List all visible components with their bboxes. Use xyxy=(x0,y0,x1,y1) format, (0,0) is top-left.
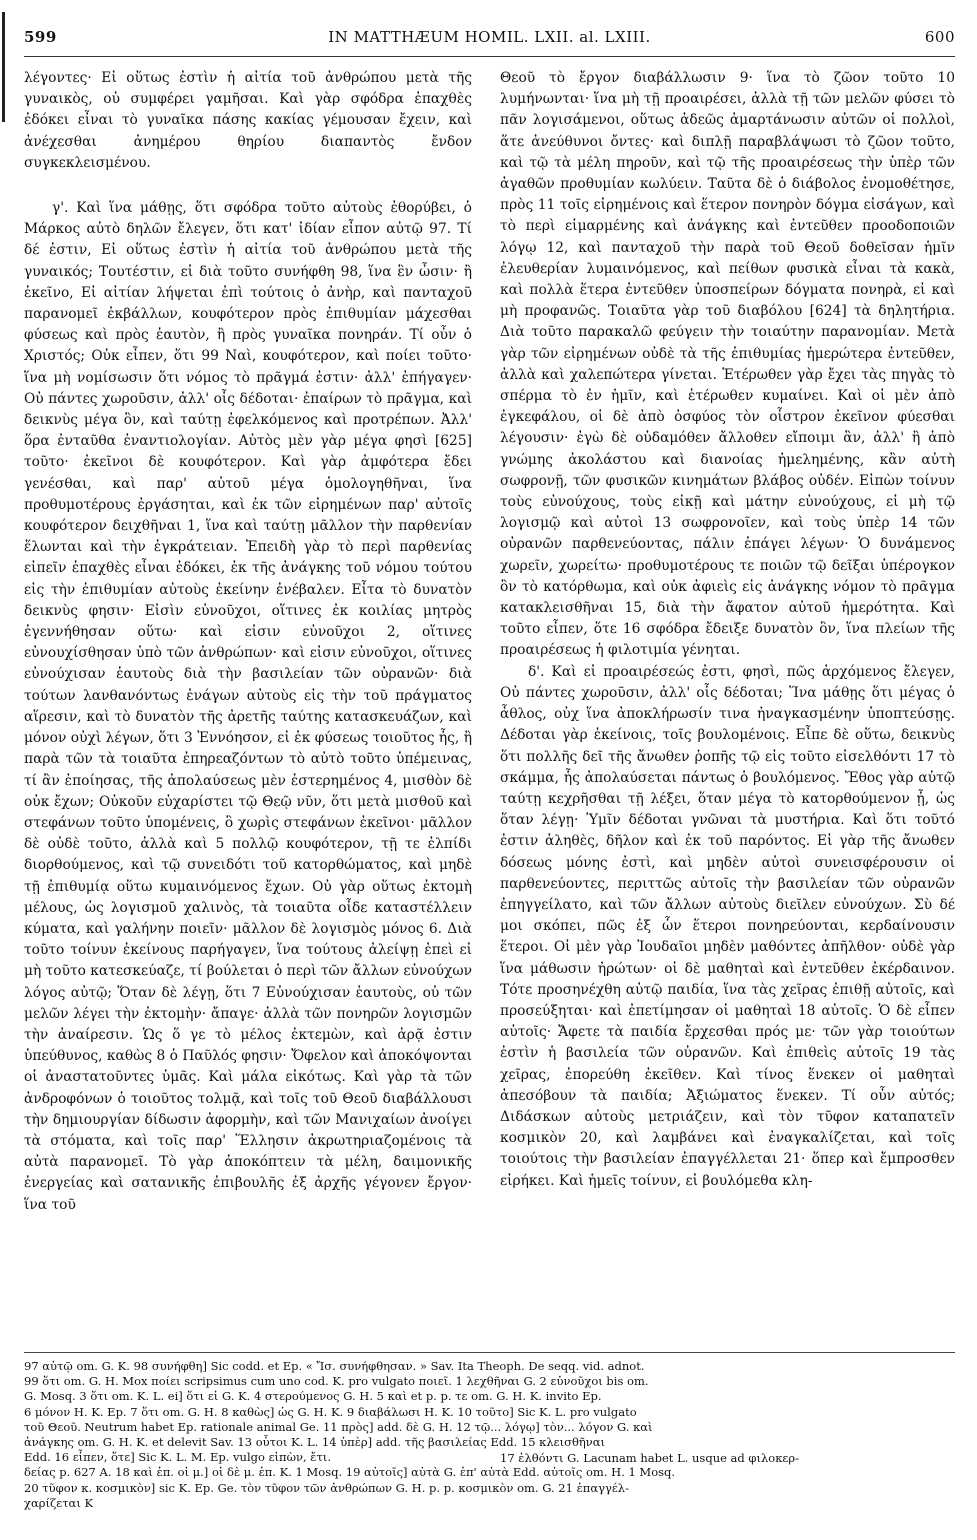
footnote-line: δείας p. 627 A. 18 καὶ ἐπ. οἱ μ.] οἱ δὲ μ. ἐπ. K. 1 Mosq. 19 αὐτοῖς] αὐτὰ G. ἐπ' αὐτὰ Edd. αὐτοῖς om. H. 1 Mosq. xyxy=(24,1465,676,1480)
running-header xyxy=(24,28,955,58)
footnote-line: ἀνάγκης om. G. H. K. et delevit Sav. 13 οὗτοι K. L. 14 ὑπὲρ] add. τῆς βασιλείας Edd. 15 κλεισθῆναι xyxy=(24,1435,606,1450)
footnote-line: τοῦ Θεοῦ. Neutrum habet Ep. rationale animal Ge. 11 πρὸς] add. δὲ G. H. 12 τῷ... λόγῳ] τὸν... λόγον G. καὶ xyxy=(24,1419,653,1434)
paragraph: Θεοῦ τὸ ἔργον διαβάλλωσιν 9· ἵνα τὸ ζῶον τοῦτο 10 λυμήνωνται· ἵνα μὴ τῇ προαιρέσει, ἀλλὰ τῇ τῶν μελῶν φύσει τὸ πᾶν λογισάμενοι, οὕτως ἀδεῶς ἁμαρτάνωσιν αὐτῶν οἱ πολλοὶ, ἅτε ἀνεύθυνοι ὄντες· καὶ διπλῇ παραβλάψωσι τὸ ζῶον τοῦτο, καὶ τῷ τὰ μέλη πηροῦν, καὶ τῷ τῆς προαιρέσεως τὴν ὑπὲρ τῶν ἀγαθῶν προθυμίαν κωλύειν. Ταῦτα δὲ ὁ διάβολος ἐνομοθέτησε, πρὸς 11 τοῖς εἰρημένοις καὶ ἕτερον πονηρὸν δόγμα εἰσάγων, καὶ τὸ περὶ εἱμαρμένης καὶ ἀνάγκης καὶ ἐντεῦθεν προοδοποιῶν λόγῳ 12, καὶ πανταχοῦ τὴν παρὰ τοῦ Θεοῦ δοθεῖσαν ἡμῖν ἐλευθερίαν λυμαινόμενος, καὶ πείθων φυσικὰ εἶναι τὰ κακὰ, καὶ πολλὰ ἕτερα ἐντεῦθεν ὑποσπείρων δόγματα πονηρὰ, εἰ καὶ μὴ προφανῶς. Τοιαῦτα γὰρ τοῦ διαβόλου [624] τὰ δηλητήρια. Διὰ τοῦτο παρακαλῶ φεύγειν τὴν τοιαύτην παρανομίαν. Μετὰ γὰρ τῶν εἰρημένων οὐδὲ τὰ τῆς ἐπιθυμίας ἡμερώτερα ἐντεῦθεν, ἀλλὰ καὶ χαλεπώτερα γίνεται. Ἑτέρωθεν γὰρ ἔχει τὰς πηγὰς τὸ σπέρμα τὸ ἐν ἡμῖν, καὶ ἑτέρωθεν κυμαίνει. Καὶ οἱ μὲν ἀπὸ ἐγκεφάλου, οἱ δὲ ἀπὸ ὀσφύος τὸν οἶστρον ἐκεῖνον φύεσθαι λέγουσιν· ἐγὼ δὲ οὐδαμόθεν ἄλλοθεν εἴποιμι ἂν, ἀλλ' ἢ ἀπὸ γνώμης ἀκολάστου καὶ διανοίας ἠμελημένης, κἂν αὐτὴ σωφρονῇ, τῶν φυσικῶν κινημάτων βλάβος οὐδέν. Εἰπὼν τοίνυν τοὺς εὐνούχους, τοὺς εἰκῇ καὶ μάτην εὐνούχους, εἰ μὴ τῷ λογισμῷ καὶ αὐτοὶ 13 σωφρονοῖεν, καὶ τοὺς ὑπὲρ 14 τῶν οὐρανῶν παρθενεύοντας, πάλιν ἐπάγει λέγων· Ὁ δυνάμενος χωρεῖν, χωρείτω· προθυμοτέρους τε ποιῶν τῷ δεῖξαι ὑπέρογκον ὂν τὸ κατόρθωμα, καὶ οὐκ ἀφιεὶς εἰς ἀνάγκης νόμον τὸ πρᾶγμα κατακλεισθῆναι 15, διὰ τὴν ἄφατον αὐτοῦ ἡμερότητα. Καὶ τοῦτο εἶπεν, ὅτε 16 σφόδρα ἔδειξε δυνατὸν ὂν, ἵνα πλείων τῆς προαιρέσεως ἡ φιλοτιμία γένηται. xyxy=(500,70,955,659)
footnotes xyxy=(24,1352,955,1537)
binding-edge xyxy=(2,12,5,122)
right-column xyxy=(500,68,955,1348)
header-rule xyxy=(24,56,955,57)
section-paragraph: δ'. Καὶ εἰ προαιρέσεώς ἐστι, φησὶ, πῶς ἀρχόμενος ἔλεγεν, Οὐ πάντες χωροῦσιν, ἀλλ' οἷς δέδοται; Ἵνα μάθῃς ὅτι μέγας ὁ ἆθλος, οὐχ ἵνα ἀποκλήρωσίν τινα ἠναγκασμένην ὑποπτεύσῃς. Δέδοται γὰρ ἐκείνοις, τοῖς βουλομένοις. Εἶπε δὲ οὕτω, δεικνὺς ὅτι πολλῆς δεῖ τῆς ἄνωθεν ῥοπῆς τῷ εἰς τοῦτο εἰσελθόντι 17 τὸ σκάμμα, ἧς ἀπολαύσεται πάντως ὁ βουλόμενος. Ἔθος γὰρ αὐτῷ ταύτῃ κεχρῆσθαι τῇ λέξει, ὅταν μέγα τὸ κατορθούμενον ᾖ, ὡς ὅταν λέγῃ· Ὑμῖν δέδοται γνῶναι τὰ μυστήρια. Καὶ ὅτι τοῦτό ἐστιν ἀληθὲς, δῆλον καὶ ἐκ τοῦ παρόντος. Εἰ γὰρ τῆς ἄνωθεν δόσεως μόνης ἐστὶ, καὶ μηδὲν αὐτοὶ συνεισφέρουσιν οἱ παρθενεύοντες, περιττῶς αὐτοῖς τὴν βασιλείαν τῶν οὐρανῶν ἐπηγγείλατο, καὶ τῶν ἄλλων αὐτοὺς διεῖλεν εὐνούχων. Σὺ δέ μοι σκόπει, πῶς ἐξ ὧν ἕτεροι πονηρεύονται, κερδαίνουσιν ἕτεροι. Οἱ μὲν γὰρ Ἰουδαῖοι μηδὲν μαθόντες ἀπῆλθον· οὐδὲ γὰρ ἵνα μάθωσιν ἠρώτων· οἱ δὲ μαθηταὶ καὶ ἐντεῦθεν ἐκέρδαινον. Τότε προσηνέχθη αὐτῷ παιδία, ἵνα τὰς χεῖρας ἐπιθῇ αὐτοῖς, καὶ προσεύξηται· καὶ ἐπετίμησαν οἱ μαθηταὶ 18 αὐτοῖς. Ὁ δὲ εἶπεν αὐτοῖς· Ἄφετε τὰ παιδία ἔρχεσθαι πρός με· τῶν γὰρ τοιούτων ἐστὶν ἡ βασιλεία τῶν οὐρανῶν. Καὶ ἐπιθεὶς αὐτοῖς 19 τὰς χεῖρας, ἐπορεύθη ἐκεῖθεν. Καὶ τίνος ἕνεκεν οἱ μαθηταὶ ἀπεσόβουν τὰ παιδία; Ἀξιώματος ἕνεκεν. Τί οὖν αὐτός; Διδάσκων αὐτοὺς μετριάζειν, καὶ τὸν τῦφον καταπατεῖν κοσμικὸν 20, καὶ λαμβάνει καὶ ἐναγκαλίζεται, καὶ τοῖς τοιούτοις τὴν βασιλείαν ἐπαγγέλλεται 21· ὅπερ καὶ ἔμπροσθεν εἰρήκει. Καὶ ἡμεῖς τοίνυν, εἰ βουλόμεθα κλη- xyxy=(500,663,955,1189)
footnote-line: 99 ὅτι om. G. H. Mox ποίει scripsimus cum uno cod. K. pro vulgato ποιεῖ. 1 λεχθῆναι G. 2 εὐνοῦχοι bis om. xyxy=(24,1374,649,1389)
footnote-line: G. Mosq. 3 ὅτι om. K. L. ei] ὅτι εἰ G. K. 4 στερούμενος G. H. 5 καὶ et p. p. τε om. G. H. K. invito Ep. xyxy=(24,1389,602,1404)
page-number-right: 600 xyxy=(924,28,955,46)
section-paragraph: γ'. Καὶ ἵνα μάθῃς, ὅτι σφόδρα τοῦτο αὐτοὺς ἐθορύβει, ὁ Μάρκος αὐτὸ δηλῶν ἔλεγεν, ὅτι κατ' ἰδίαν εἶπον αὐτῷ 97. Τί δέ ἐστιν, Εἰ οὕτως ἐστὶν ἡ αἰτία τοῦ ἀνθρώπου μετὰ τῆς γυναικός; Τουτέστιν, εἰ διὰ τοῦτο συνήφθη 98, ἵνα ἓν ὦσιν· ἢ ἐκεῖνο, Εἰ αἰτίαν λήψεται ἐπὶ τούτοις ὁ ἀνὴρ, καὶ πανταχοῦ παρανομεῖ ἐκβάλλων, κουφότερον πρὸς ἐπιθυμίαν μάχεσθαι φύσεως καὶ πρὸς ἑαυτὸν, ἢ πρὸς γυναῖκα πονηράν. Τί οὖν ὁ Χριστός; Οὐκ εἶπεν, ὅτι 99 Ναὶ, κουφότερον, καὶ ποίει τοῦτο· ἵνα μὴ νομίσωσιν ὅτι νόμος τὸ πρᾶγμά ἐστιν· ἀλλ' ἐπήγαγεν· Οὐ πάντες χωροῦσιν, ἀλλ' οἷς δέδοται· ἐπαίρων τὸ πρᾶγμα, καὶ δεικνὺς μέγα ὂν, καὶ ταύτῃ ἐφελκόμενος καὶ προτρέπων. Ἀλλ' ὅρα ἐνταῦθα ἐναντιολογίαν. Αὐτὸς μὲν γὰρ μέγα φησὶ [625] τοῦτο· ἐκεῖνοι δὲ κουφότερον. Καὶ γὰρ ἀμφότερα ἔδει γενέσθαι, καὶ παρ' αὐτοῦ μέγα ὁμολογηθῆναι, ἵνα προθυμοτέρους ἐργάσηται, καὶ ἐκ τῶν εἰρημένων παρ' αὐτοῖς κουφότερον δειχθῆναι 1, ἵνα καὶ ταύτῃ μᾶλλον τὴν παρθενίαν ἕλωνται καὶ τὴν ἐγκράτειαν. Ἐπειδὴ γὰρ τὸ περὶ παρθενίας εἰπεῖν ἐπαχθὲς εἶναι ἐδόκει, ἐκ τῆς ἀνάγκης τοῦ νόμου τούτου εἰς τὴν ἐπιθυμίαν αὐτοὺς ἐκείνην ἐνέβαλεν. Εἶτα τὸ δυνατὸν δεικνὺς φησιν· Εἰσὶν εὐνοῦχοι, οἵτινες ἐκ κοιλίας μητρὸς ἐγεννήθησαν οὕτω· καὶ εἰσιν εὐνοῦχοι 2, οἵτινες εὐνουχίσθησαν ὑπὸ τῶν ἀνθρώπων· καὶ εἰσιν εὐνοῦχοι, οἵτινες εὐνούχισαν ἑαυτοὺς διὰ τὴν βασιλείαν τῶν οὐρανῶν· διὰ τούτων λανθανόντως ἐνάγων αὐτοὺς εἰς τὴν τοῦ πράγματος αἵρεσιν, καὶ τὸ δυνατὸν τῆς ἀρετῆς ταύτης κατασκευάζων, καὶ μόνον οὐχὶ λέγων, ὅτι 3 Ἐννόησον, εἰ ἐκ φύσεως τοιοῦτος ἦς, ἢ παρὰ τῶν τὰ τοιαῦτα ἐπηρεαζόντων τὸ αὐτὸ τοῦτο ὑπέμεινας, τί ἂν ἐποίησας, τῆς ἀπολαύσεως μὲν ἐστερημένος 4, μισθὸν δὲ οὐκ ἔχων; Οὐκοῦν εὐχαρίστει τῷ Θεῷ νῦν, ὅτι μετὰ μισθοῦ καὶ στεφάνων τοῦτο ὑπομένεις, ὃ χωρὶς στεφάνων ἐκεῖνοι· μᾶλλον δὲ οὐδὲ τοῦτο, ἀλλὰ καὶ 5 πολλῷ κουφότερον, τῇ τε ἐλπίδι διορθούμενος, καὶ τῷ συνειδότι τοῦ κατορθώματος, καὶ μηδὲ τῇ ἐπιθυμίᾳ οὕτω κυμαινόμενος ἔχων. Οὐ γὰρ οὕτως ἐκτομὴ μέλους, ὡς λογισμοῦ χαλινὸς, τὰ τοιαῦτα οἶδε καταστέλλειν κύματα, καὶ γαλήνην ποιεῖν· μᾶλλον δὲ λογισμὸς μόνος 6. Διὰ τοῦτο τοίνυν ἐκείνους παρήγαγεν, ἵνα τούτους ἀλείψῃ ἐπεὶ εἰ μὴ τοῦτο κατεσκεύαζε, τί βούλεται ὁ περὶ τῶν ἄλλων εὐνούχων λόγος αὐτῷ; Ὅταν δὲ λέγῃ, ὅτι 7 Εὐνούχισαν ἑαυτοὺς, οὐ τῶν μελῶν λέγει τὴν ἐκτομὴν· ἄπαγε· ἀλλὰ τῶν πονηρῶν λογισμῶν τὴν ἀναίρεσιν. Ὡς ὅ γε τὸ μέλος ἐκτεμὼν, καὶ ἀρᾷ ἐστιν ὑπεύθυνος, καθὼς 8 ὁ Παῦλός φησιν· Ὄφελον καὶ ἀποκόψονται οἱ ἀναστατοῦντες ὑμᾶς. Καὶ μάλα εἰκότως. Καὶ γὰρ τὰ τῶν ἀνδροφόνων ὁ τοιοῦτος τολμᾷ, καὶ τοῖς τοῦ Θεοῦ διαβάλλουσι τὴν δημιουργίαν δίδωσιν ἀφορμὴν, καὶ τῶν Μανιχαίων ἀνοίγει τὰ στόματα, καὶ τοῖς παρ' Ἕλλησιν ἀκρωτηριαζομένοις τὰ αὐτὰ παρανομεῖ. Τὸ γὰρ ἀποκόπτειν τὰ μέλη, δαιμονικῆς ἐνεργείας καὶ σατανικῆς ἐπιβουλῆς ἐξ ἀρχῆς γέγονεν ἔργον· ἵνα τοῦ xyxy=(24,200,472,1213)
footnote-line: 17 ἐλθόντι G. Lacunam habet L. usque ad φιλοκερ- xyxy=(500,1451,799,1465)
footnotes-right xyxy=(500,1451,955,1466)
footnote-line: Edd. 16 εἶπεν, ὅτε] Sic K. L. M. Ep. vulgo εἰπὼν, ἔτι. xyxy=(24,1450,331,1465)
page-number-left: 599 xyxy=(24,28,57,46)
paragraph: λέγοντες· Εἰ οὕτως ἐστὶν ἡ αἰτία τοῦ ἀνθρώπου μετὰ τῆς γυναικὸς, οὐ συμφέρει γαμῆσαι. Καὶ γὰρ σφόδρα ἐπαχθὲς ἐδόκει εἶναι τὸ γυναῖκα πάσης κακίας γέμουσαν ἔχειν, καὶ ἀνέχεσθαι ἀνημέρου θηρίου διαπαντὸς ἔνδον συγκεκλεισμένου. xyxy=(24,70,472,171)
footnote-line: χαρίζεται K xyxy=(24,1495,94,1510)
footnote-line: 6 μόνον H. K. Ep. 7 ὅτι om. G. H. 8 καθὼς] ὡς G. H. K. 9 διαβάλωσι H. K. 10 τοῦτο] Sic K. L. pro vulgato xyxy=(24,1404,637,1419)
footnote-line: 20 τῦφον κ. κοσμικὸν] sic K. Ep. Ge. τὸν τῦφον τῶν ἀνθρώπων G. H. p. p. κοσμικὸν om. G. 21 ἐπαγγέλ- xyxy=(24,1480,629,1495)
left-column xyxy=(24,68,472,1348)
footnote-line: 97 αὐτῷ om. G. K. 98 συνήφθη] Sic codd. et Ep. « Ἴσ. συνήφθησαν. » Sav. Ita Theoph. De seqq. vid. adnot. xyxy=(24,1359,645,1373)
running-title: IN MATTHÆUM HOMIL. LXII. al. LXIII. xyxy=(328,28,651,46)
